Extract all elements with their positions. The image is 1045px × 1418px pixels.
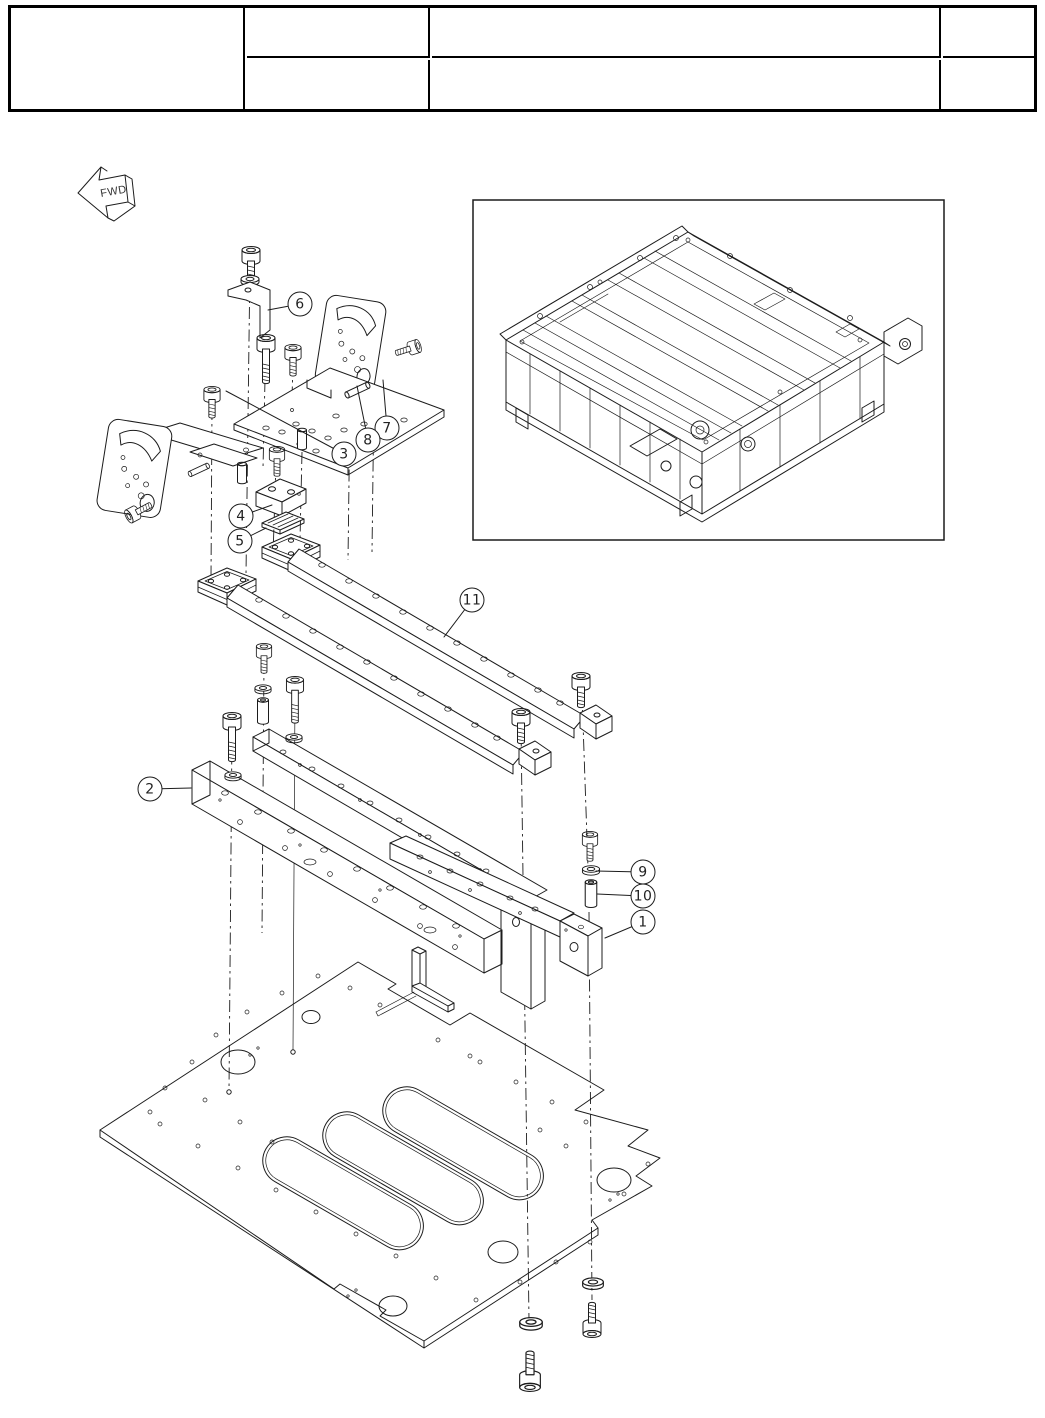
socket-screw xyxy=(223,713,241,762)
socket-screw xyxy=(520,1351,541,1391)
socket-screw xyxy=(285,344,301,376)
svg-text:11: 11 xyxy=(462,592,482,609)
svg-text:2: 2 xyxy=(145,781,155,798)
slide-plate xyxy=(148,368,444,475)
dowel-pin xyxy=(187,463,210,477)
socket-screw xyxy=(583,1302,601,1337)
cylinder-pin xyxy=(238,462,247,484)
base-plate xyxy=(100,947,660,1348)
svg-text:8: 8 xyxy=(363,432,373,449)
svg-text:5: 5 xyxy=(235,533,245,550)
flat-washer xyxy=(520,1318,543,1331)
upper-assembly xyxy=(96,247,444,535)
callout-2 xyxy=(138,777,191,801)
socket-screw xyxy=(269,446,284,476)
handle-plate-left xyxy=(96,418,174,519)
callout-9 xyxy=(596,860,655,884)
svg-text:7: 7 xyxy=(382,420,392,437)
callout-10 xyxy=(597,884,655,908)
fwd-arrow-label: FWD xyxy=(99,183,128,200)
forward-direction-arrow xyxy=(78,167,135,221)
callout-11 xyxy=(444,588,484,637)
assembled-machine-drawing xyxy=(500,226,922,522)
socket-screw xyxy=(257,335,275,384)
svg-text:3: 3 xyxy=(339,446,349,463)
socket-screw xyxy=(572,673,590,708)
callout-1 xyxy=(605,910,655,938)
collar-spacer xyxy=(258,698,269,724)
callout-5 xyxy=(228,528,266,553)
collar-spacer xyxy=(585,880,597,908)
socket-screw xyxy=(394,339,423,360)
flat-washer xyxy=(286,734,302,743)
flat-washer xyxy=(255,685,271,694)
inset-frame xyxy=(473,200,944,540)
svg-text:4: 4 xyxy=(236,508,246,525)
svg-text:10: 10 xyxy=(633,888,653,905)
shim xyxy=(262,512,304,534)
flat-washer xyxy=(583,1278,604,1290)
mount-beam xyxy=(253,729,547,1009)
svg-text:6: 6 xyxy=(295,296,305,313)
socket-screw xyxy=(582,831,597,861)
spacer-block xyxy=(256,479,306,516)
exploded-view xyxy=(96,247,660,1392)
svg-text:1: 1 xyxy=(638,914,648,931)
socket-screw xyxy=(256,643,271,673)
assembled-view-inset xyxy=(473,200,944,540)
svg-text:9: 9 xyxy=(638,864,648,881)
flat-washer xyxy=(582,866,599,876)
bottom-hardware xyxy=(520,1278,604,1391)
callout-6 xyxy=(268,292,312,316)
socket-screw xyxy=(204,386,220,418)
socket-screw xyxy=(286,676,303,723)
socket-screw xyxy=(512,709,530,744)
